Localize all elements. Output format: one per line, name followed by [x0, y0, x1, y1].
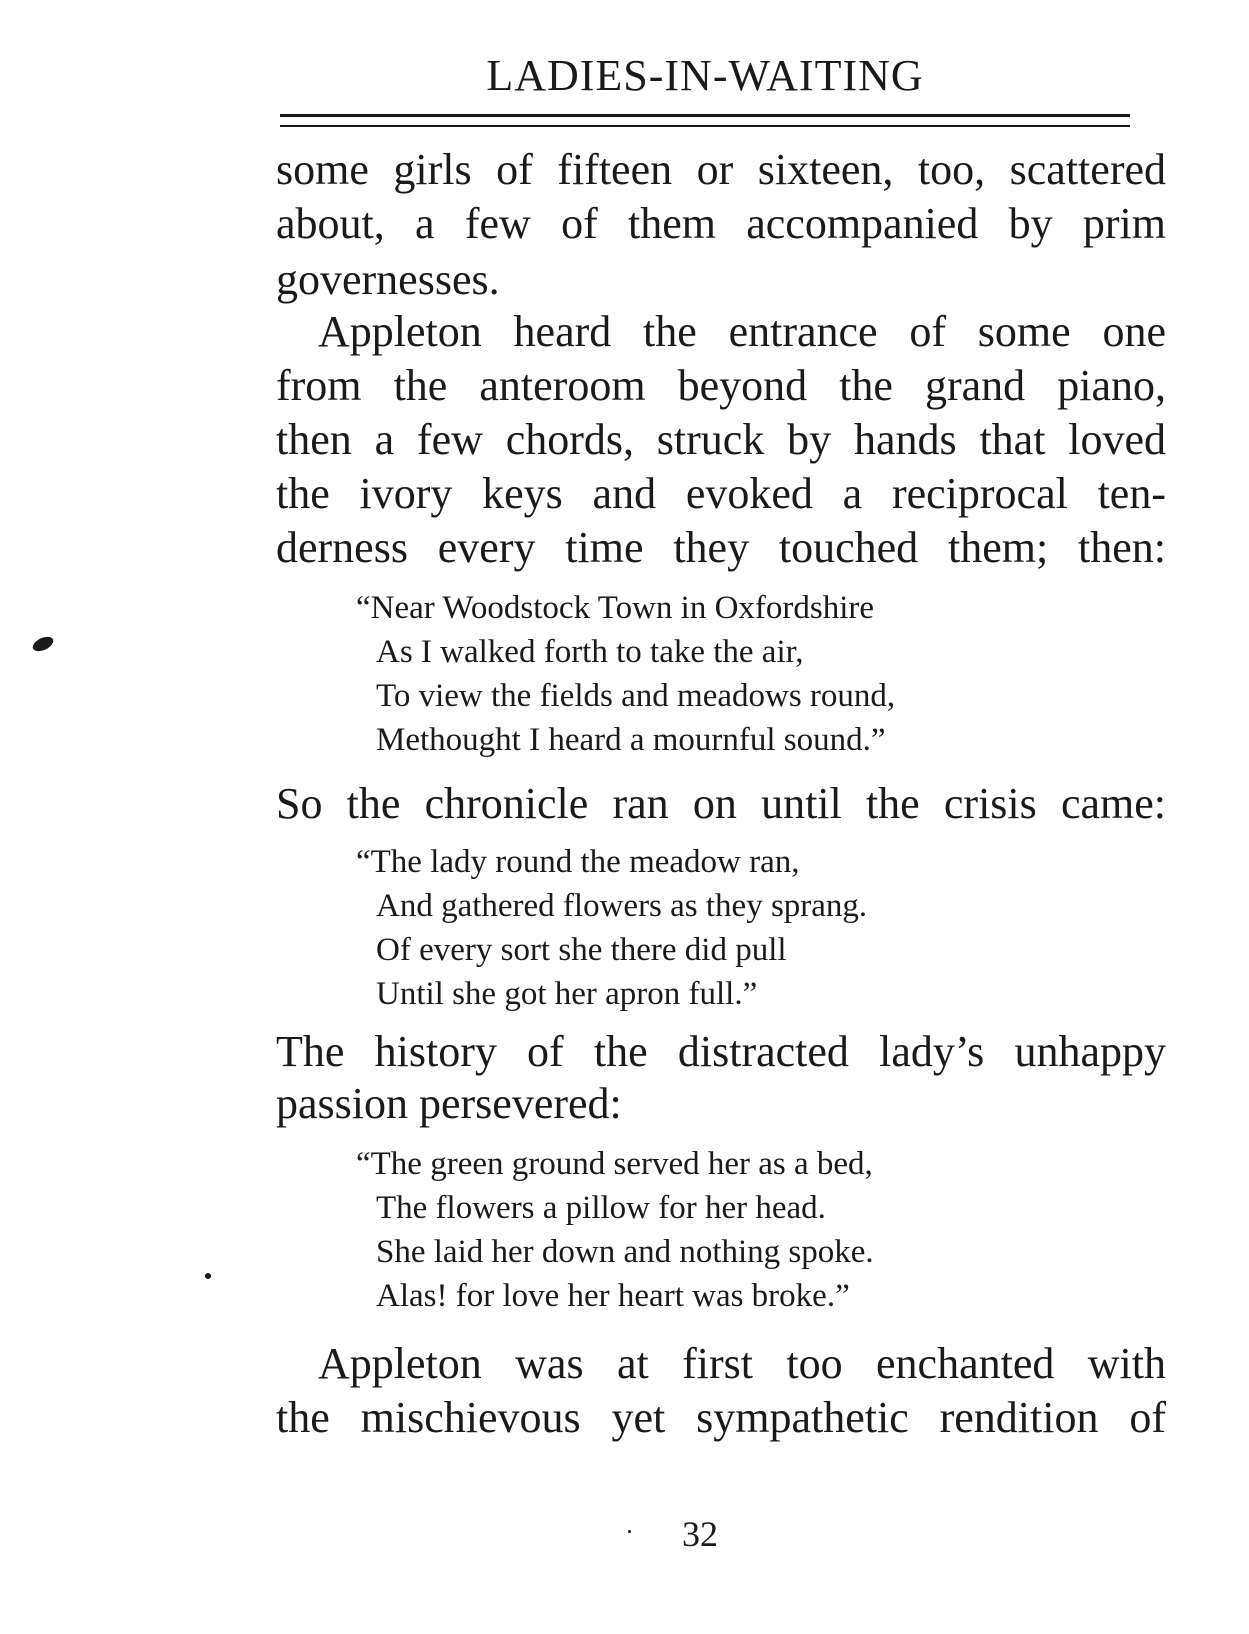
paragraph-line: about, a few of them accompanied by prim	[276, 199, 1166, 248]
verse-line: “The green ground served her as a bed,	[356, 1146, 873, 1182]
paragraph-line: passion persevered:	[276, 1079, 622, 1128]
paragraph-line: So the chronicle ran on until the crisis came:	[276, 779, 1166, 828]
paragraph-line: The history of the distracted lady’s unhappy	[276, 1027, 1166, 1076]
paragraph-line: derness every time they touched them; then:	[276, 523, 1166, 572]
paragraph-line: Appleton heard the entrance of some one	[318, 307, 1166, 356]
paragraph-line: Appleton was at first too enchanted with	[318, 1339, 1166, 1388]
verse-line: Alas! for love her heart was broke.”	[376, 1278, 850, 1314]
verse-line: The flowers a pillow for her head.	[376, 1190, 826, 1226]
verse-line: Methought I heard a mournful sound.”	[376, 722, 886, 758]
running-head: LADIES-IN-WAITING	[486, 51, 924, 100]
paragraph-line: the mischievous yet sympathetic rendition of	[276, 1393, 1166, 1442]
verse-line: To view the fields and meadows round,	[376, 678, 896, 714]
ink-mark	[30, 634, 55, 654]
verse-line: As I walked forth to take the air,	[376, 634, 804, 670]
header-rule-thick	[280, 114, 1130, 117]
page-number: 32	[682, 1514, 718, 1554]
ink-mark	[628, 1530, 631, 1533]
verse-line: “The lady round the meadow ran,	[356, 844, 800, 880]
paragraph-line: governesses.	[276, 255, 500, 304]
header-rule-thin	[280, 125, 1130, 127]
verse-line: And gathered flowers as they sprang.	[376, 888, 868, 924]
verse-line: Until she got her apron full.”	[376, 976, 758, 1012]
verse-line: “Near Woodstock Town in Oxfordshire	[356, 590, 875, 626]
paragraph-line: the ivory keys and evoked a reciprocal ten-	[276, 469, 1166, 518]
ink-mark	[205, 1273, 211, 1279]
paragraph-line: some girls of fifteen or sixteen, too, scattered	[276, 145, 1166, 194]
paragraph-line: from the anteroom beyond the grand piano,	[276, 361, 1166, 410]
paragraph-line: then a few chords, struck by hands that loved	[276, 415, 1166, 464]
verse-line: Of every sort she there did pull	[376, 932, 787, 968]
verse-line: She laid her down and nothing spoke.	[376, 1234, 874, 1270]
